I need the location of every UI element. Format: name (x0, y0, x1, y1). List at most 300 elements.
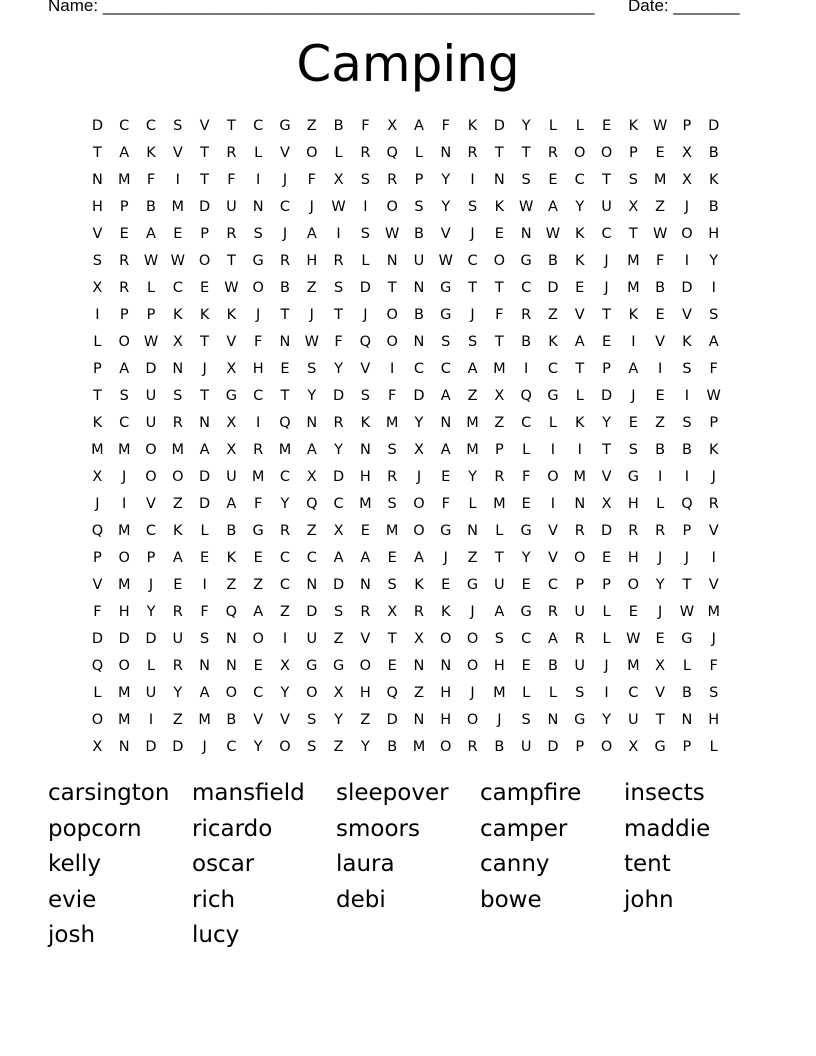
grid-letter: A (199, 441, 210, 458)
grid-letter: Y (709, 252, 719, 269)
grid-letter: R (413, 603, 424, 620)
grid-letter: D (600, 387, 613, 404)
grid-letter: H (118, 603, 130, 620)
grid-letter: V (440, 225, 451, 242)
grid-letter: O (386, 306, 398, 323)
grid-letter: W (626, 630, 641, 647)
grid-letter: E (173, 225, 183, 242)
grid-letter: Y (253, 738, 263, 755)
grid-letter: J (282, 171, 288, 188)
grid-letter: N (225, 630, 237, 647)
grid-letter: U (494, 576, 505, 593)
grid-letter: G (252, 522, 264, 539)
grid-row (84, 625, 744, 652)
grid-letter: D (359, 279, 371, 296)
grid-letter: D (199, 198, 211, 215)
grid-letter: U (574, 603, 586, 620)
grid-letter: J (711, 468, 716, 485)
grid-letter: O (466, 711, 479, 728)
grid-row (84, 220, 744, 247)
grid-letter: K (414, 576, 424, 593)
grid-letter: Z (226, 576, 237, 593)
grid-letter: J (202, 738, 207, 755)
grid-letter: N (199, 414, 211, 431)
grid-letter: B (413, 225, 424, 242)
grid-letter: C (574, 171, 585, 188)
grid-letter: T (200, 333, 210, 350)
grid-letter: T (92, 387, 102, 404)
grid-letter: V (360, 360, 371, 377)
grid-letter: B (146, 198, 156, 215)
grid-letter: W (652, 225, 668, 242)
grid-letter: N (440, 144, 452, 161)
grid-letter: J (604, 279, 609, 296)
grid-letter: R (547, 144, 558, 161)
grid-letter: B (226, 711, 237, 728)
grid-letter: O (145, 441, 157, 458)
grid-letter: M (91, 441, 104, 458)
grid-letter: S (682, 360, 692, 377)
grid-letter: C (145, 117, 157, 134)
grid-letter: C (521, 279, 532, 296)
grid-letter: Y (334, 711, 343, 728)
grid-letter: Y (414, 414, 424, 431)
grid-letter: T (521, 144, 531, 161)
grid-letter: W (438, 252, 453, 269)
grid-letter: S (119, 387, 129, 404)
grid-letter: A (199, 684, 210, 701)
grid-letter: C (279, 468, 291, 485)
grid-letter: D (493, 117, 505, 134)
grid-letter: X (413, 630, 424, 647)
grid-row (84, 652, 744, 679)
word-list-item: insects (624, 780, 705, 806)
grid-letter: T (494, 144, 504, 161)
grid-letter: I (684, 387, 690, 404)
grid-letter: K (360, 414, 371, 431)
word-list-item: mansfield (192, 780, 305, 806)
grid-letter: Z (333, 738, 344, 755)
grid-letter: E (655, 306, 665, 323)
grid-letter: J (363, 306, 368, 323)
grid-letter: I (631, 333, 636, 350)
grid-row (84, 166, 744, 193)
grid-letter: R (253, 441, 264, 458)
grid-letter: L (575, 387, 584, 404)
grid-letter: D (547, 279, 559, 296)
grid-letter: Y (602, 414, 611, 431)
grid-letter: C (145, 522, 157, 539)
word-list-item: popcorn (48, 815, 142, 842)
grid-letter: C (440, 360, 451, 377)
grid-letter: K (682, 333, 692, 350)
grid-letter: O (118, 549, 130, 566)
grid-letter: M (359, 495, 372, 512)
grid-letter: H (359, 684, 371, 701)
grid-letter: M (171, 441, 185, 458)
grid-letter: S (575, 684, 585, 701)
grid-letter: R (655, 522, 666, 539)
word-list-item: josh (48, 922, 96, 948)
grid-letter: R (494, 468, 505, 485)
grid-letter: J (497, 711, 502, 728)
grid-letter: O (359, 657, 372, 674)
grid-letter: O (681, 225, 693, 242)
grid-letter: D (413, 387, 425, 404)
grid-letter: K (574, 414, 585, 431)
grid-letter: Q (386, 144, 398, 161)
grid-letter: I (657, 360, 663, 377)
grid-letter: H (440, 711, 452, 728)
grid-letter: P (93, 549, 102, 566)
grid-letter: Q (386, 684, 398, 701)
grid-letter: Z (494, 414, 505, 431)
grid-letter: A (574, 333, 585, 350)
grid-letter: N (225, 657, 237, 674)
grid-letter: R (574, 630, 585, 647)
word-list (48, 780, 768, 950)
grid-letter: F (521, 468, 531, 485)
grid-letter: D (332, 576, 345, 593)
grid-letter: D (91, 630, 103, 647)
grid-letter: P (414, 171, 424, 188)
grid-letter: S (414, 198, 424, 215)
word-list-item: tent (624, 851, 671, 877)
grid-letter: O (198, 252, 211, 269)
grid-letter: X (387, 603, 398, 620)
grid-letter: A (440, 441, 451, 458)
grid-letter: O (118, 333, 130, 350)
grid-letter: Y (146, 603, 156, 620)
grid-letter: V (655, 333, 666, 350)
grid-letter: O (440, 630, 452, 647)
grid-letter: L (656, 495, 665, 512)
grid-letter: I (684, 252, 690, 269)
grid-letter: M (117, 522, 131, 539)
grid-letter: M (251, 468, 265, 485)
grid-letter: N (359, 441, 371, 458)
grid-letter: C (253, 117, 264, 134)
grid-letter: T (494, 549, 504, 566)
grid-letter: D (172, 738, 184, 755)
grid-letter: K (226, 306, 237, 323)
grid-letter: X (494, 387, 505, 404)
grid-letter: G (225, 387, 237, 404)
grid-letter: X (280, 657, 290, 674)
grid-letter: O (574, 549, 586, 566)
grid-letter: S (307, 360, 317, 377)
grid-letter: M (707, 603, 720, 620)
grid-letter: U (172, 630, 184, 647)
grid-letter: A (226, 495, 237, 512)
grid-letter: N (413, 279, 425, 296)
grid-letter: Y (521, 117, 531, 134)
grid-letter: K (574, 225, 585, 242)
grid-letter: O (574, 144, 586, 161)
grid-letter: O (252, 630, 264, 647)
grid-letter: J (443, 549, 448, 566)
grid-row (84, 193, 744, 220)
grid-letter: L (709, 738, 718, 755)
grid-letter: V (547, 522, 558, 539)
grid-letter: U (145, 414, 157, 431)
grid-letter: V (280, 711, 290, 728)
grid-letter: S (173, 117, 183, 134)
grid-letter: R (547, 603, 558, 620)
grid-letter: R (467, 144, 478, 161)
grid-letter: W (331, 198, 346, 215)
grid-letter: V (601, 468, 612, 485)
grid-letter: Z (306, 522, 317, 539)
grid-letter: P (119, 306, 129, 323)
grid-letter: A (253, 603, 264, 620)
grid-letter: O (413, 522, 425, 539)
grid-letter: O (91, 711, 104, 728)
grid-letter: B (547, 252, 558, 269)
grid-letter: L (602, 603, 611, 620)
grid-letter: B (413, 306, 424, 323)
grid-letter: K (574, 252, 585, 269)
grid-letter: T (602, 306, 611, 323)
grid-letter: D (600, 522, 613, 539)
word-list-item: debi (336, 886, 386, 913)
grid-letter: J (684, 198, 690, 215)
page-title: Camping (296, 35, 520, 93)
grid-letter: J (711, 630, 716, 647)
grid-letter: Z (467, 549, 478, 566)
grid-letter: M (117, 684, 131, 701)
grid-letter: M (653, 171, 667, 188)
grid-letter: U (520, 738, 532, 755)
grid-letter: T (494, 279, 504, 296)
grid-letter: P (93, 360, 102, 377)
grid-letter: S (360, 225, 370, 242)
grid-letter: I (684, 468, 690, 485)
grid-letter: T (280, 306, 290, 323)
grid-letter: I (470, 171, 475, 188)
grid-letter: K (628, 117, 639, 134)
grid-letter: S (307, 711, 317, 728)
grid-letter: D (199, 495, 211, 512)
grid-letter: W (224, 279, 239, 296)
grid-letter: Y (441, 171, 451, 188)
grid-letter: C (547, 576, 558, 593)
grid-row (84, 463, 744, 490)
grid-letter: G (520, 252, 532, 269)
grid-letter: W (384, 225, 400, 242)
grid-letter: E (521, 495, 531, 512)
grid-letter: P (628, 144, 638, 161)
grid-letter: P (200, 225, 209, 242)
grid-letter: X (226, 360, 237, 377)
grid-row (84, 328, 744, 355)
grid-letter: F (254, 495, 263, 512)
grid-letter: R (172, 414, 183, 431)
grid-letter: M (493, 360, 506, 377)
word-list-item: lucy (192, 922, 240, 948)
grid-letter: G (332, 657, 345, 674)
grid-letter: M (117, 171, 131, 188)
grid-letter: X (413, 441, 424, 458)
grid-letter: Y (334, 441, 343, 458)
grid-letter: K (146, 144, 156, 161)
grid-letter: G (520, 522, 532, 539)
grid-letter: V (199, 117, 210, 134)
grid-letter: A (414, 117, 424, 134)
grid-letter: V (280, 144, 290, 161)
grid-letter: C (521, 414, 532, 431)
grid-letter: B (708, 198, 719, 215)
grid-letter: S (360, 171, 370, 188)
grid-letter: S (92, 252, 102, 269)
grid-letter: S (709, 684, 719, 701)
grid-letter: M (627, 279, 640, 296)
grid-letter: F (334, 333, 343, 350)
grid-letter: V (547, 549, 558, 566)
grid-row (84, 598, 744, 625)
grid-letter: O (466, 630, 479, 647)
grid-letter: Y (280, 495, 290, 512)
grid-letter: T (226, 252, 236, 269)
grid-letter: T (575, 360, 585, 377)
grid-letter: V (146, 495, 156, 512)
grid-letter: M (466, 414, 479, 431)
grid-letter: T (226, 117, 236, 134)
grid-letter: M (627, 657, 640, 674)
grid-row (84, 436, 744, 463)
grid-letter: M (466, 441, 479, 458)
grid-letter: M (117, 711, 131, 728)
grid-letter: X (333, 522, 344, 539)
grid-letter: T (280, 387, 290, 404)
word-list-item: smoors (336, 815, 420, 842)
grid-letter: S (199, 630, 210, 647)
grid-letter: I (550, 441, 556, 458)
grid-letter: I (122, 495, 127, 512)
grid-letter: R (521, 306, 532, 323)
word-list-item: bowe (480, 886, 542, 913)
grid-letter: D (145, 360, 157, 377)
grid-letter: Z (360, 711, 371, 728)
grid-letter: C (628, 684, 639, 701)
grid-letter: F (495, 306, 504, 323)
grid-letter: T (494, 333, 504, 350)
grid-letter: N (520, 225, 532, 242)
grid-letter: O (493, 252, 506, 269)
grid-letter: T (602, 441, 611, 458)
grid-letter: X (333, 684, 344, 701)
grid-letter: Y (307, 387, 317, 404)
grid-letter: J (657, 549, 663, 566)
grid-letter: S (467, 198, 478, 215)
grid-letter: X (601, 495, 612, 512)
grid-letter: H (440, 684, 452, 701)
grid-row (84, 733, 744, 760)
grid-letter: I (336, 225, 341, 242)
grid-letter: W (170, 252, 185, 269)
grid-letter: L (146, 279, 156, 296)
word-list-item: oscar (192, 851, 255, 877)
grid-letter: E (601, 549, 612, 566)
grid-letter: E (601, 117, 612, 134)
grid-letter: A (440, 387, 451, 404)
grid-letter: V (574, 306, 585, 323)
grid-letter: U (226, 198, 237, 215)
grid-row (84, 517, 744, 544)
grid-letter: C (333, 495, 344, 512)
grid-letter: C (253, 684, 264, 701)
grid-letter: M (117, 441, 131, 458)
grid-letter: Y (521, 549, 531, 566)
grid-letter: Y (441, 198, 451, 215)
grid-letter: H (252, 360, 264, 377)
grid-letter: K (173, 306, 183, 323)
grid-letter: F (361, 117, 370, 134)
grid-letter: L (414, 144, 423, 161)
grid-letter: X (226, 414, 237, 431)
grid-letter: C (253, 387, 264, 404)
grid-letter: F (709, 657, 718, 674)
grid-letter: B (521, 333, 532, 350)
grid-letter: R (226, 144, 237, 161)
grid-letter: Z (306, 117, 317, 134)
grid-letter: S (253, 225, 263, 242)
grid-letter: E (280, 360, 290, 377)
grid-letter: V (708, 522, 719, 539)
grid-letter: S (628, 171, 638, 188)
grid-letter: V (226, 333, 237, 350)
grid-letter: M (117, 576, 131, 593)
grid-letter: J (148, 576, 154, 593)
grid-letter: I (711, 279, 716, 296)
grid-letter: J (470, 603, 475, 620)
grid-letter: H (306, 252, 318, 269)
grid-letter: X (655, 657, 666, 674)
grid-letter: K (708, 441, 719, 458)
grid-letter: T (200, 387, 210, 404)
grid-letter: S (387, 441, 397, 458)
grid-letter: U (628, 711, 639, 728)
grid-letter: G (520, 603, 532, 620)
grid-letter: M (171, 198, 185, 215)
grid-letter: W (679, 603, 695, 620)
grid-letter: R (360, 144, 371, 161)
grid-letter: T (334, 306, 343, 323)
grid-letter: S (682, 414, 692, 431)
grid-letter: E (548, 171, 558, 188)
grid-letter: Z (306, 279, 317, 296)
grid-letter: I (202, 576, 207, 593)
grid-letter: D (708, 117, 720, 134)
grid-letter: X (306, 468, 317, 485)
grid-letter: A (146, 225, 156, 242)
grid-letter: Z (655, 198, 666, 215)
grid-letter: H (627, 549, 639, 566)
grid-letter: V (708, 576, 719, 593)
grid-letter: A (547, 630, 558, 647)
grid-letter: S (333, 603, 344, 620)
grid-letter: H (708, 711, 720, 728)
grid-letter: N (681, 711, 693, 728)
grid-letter: K (226, 549, 237, 566)
grid-letter: X (628, 738, 639, 755)
grid-letter: S (521, 171, 531, 188)
grid-letter: G (466, 576, 479, 593)
grid-letter: N (172, 360, 184, 377)
grid-letter: J (122, 468, 127, 485)
grid-letter: I (577, 441, 582, 458)
grid-letter: O (386, 333, 398, 350)
